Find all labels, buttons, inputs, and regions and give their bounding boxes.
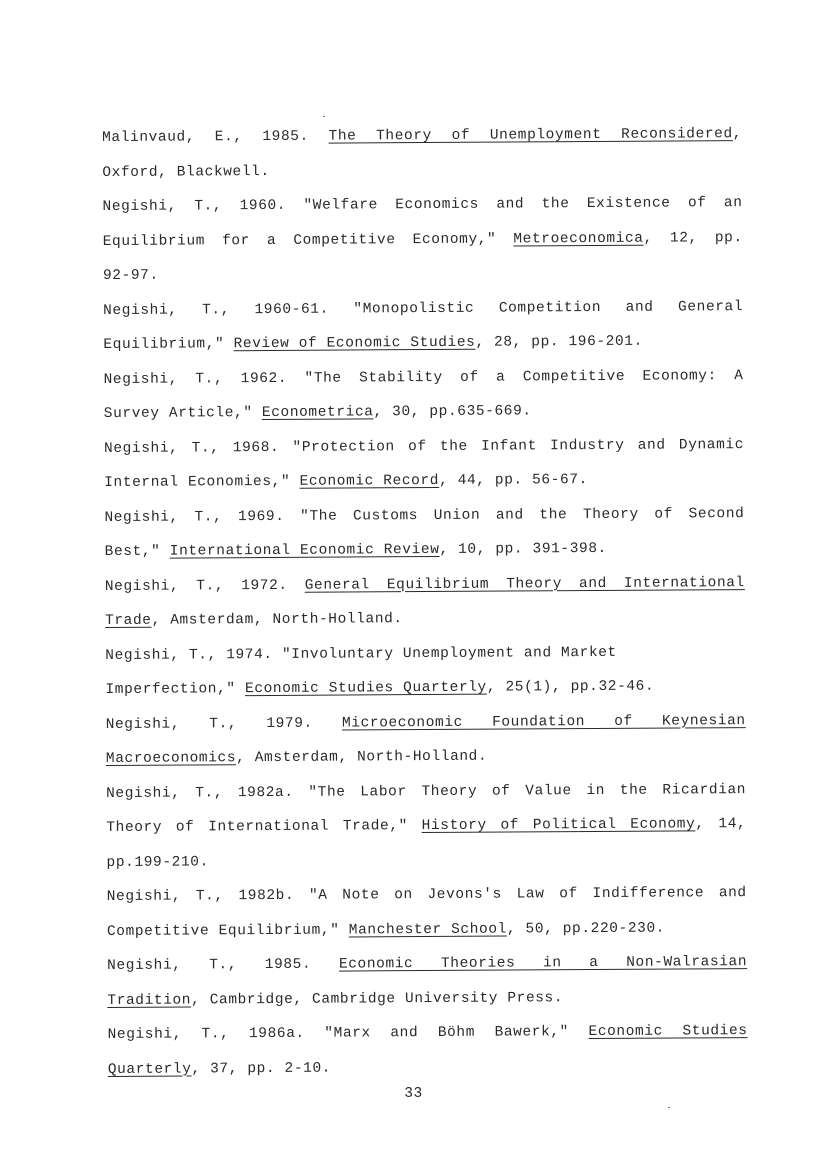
underlined-title: Manchester School <box>348 921 507 939</box>
reference-text: Equilibrium for a Competitive Economy," <box>102 230 514 250</box>
reference-line <box>106 842 746 880</box>
reference-text: , 14, <box>695 816 747 833</box>
page-number: 33 <box>404 1086 423 1102</box>
underlined-title: Quarterly <box>107 1060 192 1078</box>
reference-line <box>105 531 745 569</box>
reference-text: , 12, pp. <box>643 229 743 247</box>
reference-entry <box>107 945 747 1018</box>
reference-text: Negishi, T., 1974. "Involuntary Unemployment and Market <box>105 644 617 664</box>
reference-line <box>103 221 743 259</box>
reference-line <box>107 876 747 914</box>
reference-text: Best," <box>104 543 170 560</box>
reference-line <box>106 773 746 811</box>
scan-speck <box>323 116 325 117</box>
reference-text: , Amsterdam, North-Holland. <box>151 611 403 629</box>
underlined-title: History of Political Economy <box>421 816 696 835</box>
underlined-title: General Equilibrium Theory and International <box>304 574 745 594</box>
underlined-title: Economic Studies Quarterly <box>244 679 487 698</box>
underlined-title: Review of Economic Studies <box>233 334 476 353</box>
reference-text: , 25(1), pp.32-46. <box>486 678 655 696</box>
reference-line <box>105 669 745 707</box>
reference-line <box>108 1049 748 1087</box>
reference-line <box>107 911 747 949</box>
reference-line <box>107 980 747 1018</box>
reference-line <box>105 635 745 673</box>
reference-text: Negishi, T., 1985. <box>107 956 339 974</box>
reference-line <box>105 600 745 638</box>
reference-line <box>104 393 744 431</box>
underlined-title: Metroeconomica <box>513 230 644 247</box>
reference-text: Negishi, T., 1986a. "Marx and Böhm Bawerk," <box>107 1024 589 1043</box>
underlined-title: Microeconomic Foundation of Keynesian <box>341 712 746 732</box>
reference-text: Imperfection," <box>105 681 246 698</box>
underlined-title: Economic Studies <box>588 1023 748 1041</box>
reference-entry <box>107 876 747 949</box>
reference-line <box>103 359 743 397</box>
reference-entry <box>102 186 743 293</box>
reference-line <box>107 945 747 983</box>
reference-line <box>103 290 743 328</box>
underlined-title: Trade <box>105 612 152 629</box>
reference-text: Theory of International Trade," <box>106 818 422 836</box>
reference-line <box>102 152 742 190</box>
reference-text: Negishi, T., 1982a. "The Labor Theory of Value in the Ricardian <box>106 781 747 802</box>
reference-text: Negishi, T., 1960. "Welfare Economics and the Existence of an <box>102 195 743 215</box>
reference-text: 92-97. <box>102 267 159 284</box>
reference-text: Negishi, T., 1972. <box>104 577 305 595</box>
reference-text: , Cambridge, Cambridge University Press. <box>191 989 564 1008</box>
reference-text: Negishi, T., 1962. "The Stability of a Competitive Economy: A <box>103 367 744 388</box>
reference-line <box>106 807 746 845</box>
reference-line <box>106 704 746 742</box>
reference-line <box>104 462 744 500</box>
reference-text: pp.199-210. <box>106 853 209 871</box>
reference-text: Survey Article," <box>103 405 262 422</box>
reference-line <box>103 324 743 362</box>
reference-text: Negishi, T., 1968. "Protection of the Infant Industry and Dynamic <box>103 436 745 457</box>
reference-entry <box>103 359 743 432</box>
reference-line <box>103 255 743 293</box>
reference-text: Negishi, T., 1960-61. "Monopolistic Competition and General <box>103 298 744 319</box>
reference-text: Oxford, Blackwell. <box>102 163 270 181</box>
underlined-title: International Economic Review <box>169 541 440 560</box>
reference-entry <box>103 290 743 363</box>
reference-line <box>105 566 745 604</box>
reference-entry <box>104 497 744 570</box>
reference-list <box>102 117 748 1087</box>
underlined-title: Macroeconomics <box>105 750 237 767</box>
reference-text: Negishi, T., 1969. "The Customs Union and the Theory of Second <box>104 505 745 526</box>
reference-entry <box>105 635 745 708</box>
reference-line <box>104 428 744 466</box>
reference-line <box>107 1014 747 1052</box>
scan-speck <box>668 1107 670 1108</box>
underlined-title: The Theory of Unemployment Reconsidered <box>328 126 733 145</box>
reference-entry <box>102 117 742 190</box>
underlined-title: Econometrica <box>261 404 374 422</box>
reference-text: , 28, pp. 196-201. <box>475 333 643 351</box>
reference-text: Negishi, T., 1982b. "A Note on Jevons's Law of Indifference and <box>106 885 747 905</box>
reference-text: , 10, pp. 391-398. <box>439 540 607 558</box>
reference-text: , <box>732 126 743 143</box>
underlined-title: Economic Theories in a Non-Walrasian <box>338 954 748 973</box>
reference-entry <box>106 773 747 880</box>
reference-entry <box>107 1014 747 1087</box>
reference-entry <box>105 566 745 639</box>
reference-line <box>104 497 744 535</box>
reference-line <box>106 738 746 776</box>
reference-text: Negishi, T., 1979. <box>105 715 343 733</box>
reference-line <box>102 186 742 224</box>
reference-line <box>102 117 742 155</box>
underlined-title: Economic Record <box>299 472 440 490</box>
reference-entry <box>106 704 746 777</box>
reference-text: , 44, pp. 56-67. <box>439 472 588 489</box>
reference-entry <box>104 428 744 501</box>
reference-text: , 30, pp.635-669. <box>373 403 532 421</box>
reference-text: Equilibrium," <box>103 336 234 353</box>
reference-text: Malinvaud, E., 1985. <box>102 128 329 146</box>
reference-text: , 37, pp. 2-10. <box>191 1060 332 1077</box>
reference-text: Internal Economies," <box>104 473 300 491</box>
underlined-title: Tradition <box>107 991 192 1009</box>
reference-text: , Amsterdam, North-Holland. <box>236 748 488 767</box>
reference-text: Competitive Equilibrium," <box>106 922 349 940</box>
reference-text: , 50, pp.220-230. <box>506 920 666 938</box>
